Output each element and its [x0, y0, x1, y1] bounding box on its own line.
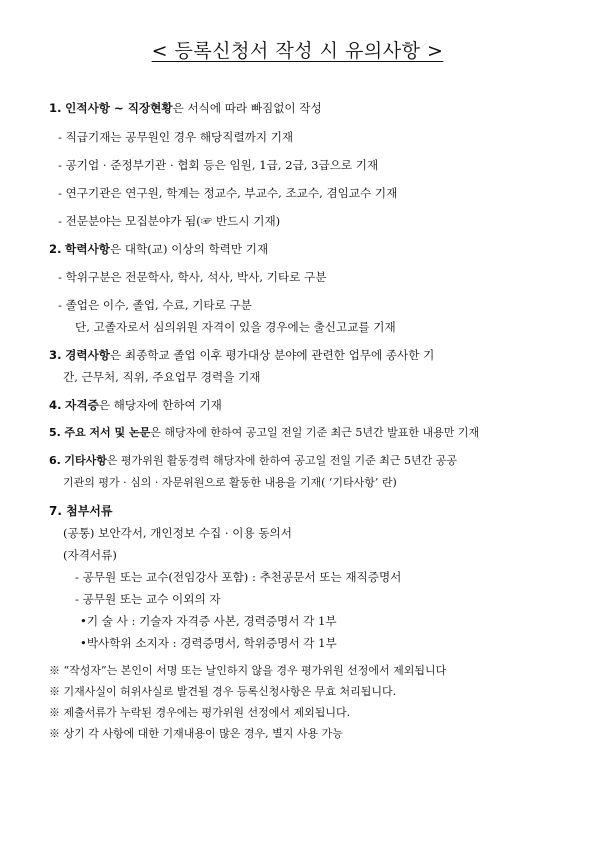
section-label: 첨부서류	[66, 504, 113, 518]
section-label: 주요 저서 및 논문	[64, 426, 151, 439]
section-continuation: 기관의 평가 · 심의 · 자문위원으로 활동한 내용을 기재( ‘기타사항’ 란)	[63, 476, 397, 489]
footnote: ※ 제출서류가 누락된 경우에는 평가위원 선정에서 제외됩니다.	[49, 706, 351, 719]
section-label: 자격증	[65, 398, 99, 412]
section-number: 6.	[49, 454, 61, 467]
section-label: 인적사항 ~ 직장현황	[65, 101, 173, 115]
section-continuation: 간, 근무처, 직위, 주요업무 경력을 기재	[63, 370, 261, 384]
list-item: - 졸업은 이수, 졸업, 수료, 기타로 구분	[58, 298, 252, 312]
section-text: 은 최종학교 졸업 이후 평가대상 분야에 관련한 업무에 종사한 기	[109, 348, 435, 362]
page-title: < 등록신청서 작성 시 유의사항 >	[151, 40, 444, 62]
section-number: 5.	[49, 426, 61, 439]
list-item: •기 술 사 : 기술자 자격증 사본, 경력증명서 각 1부	[80, 614, 337, 628]
list-item: - 연구기관은 연구원, 학계는 정교수, 부교수, 조교수, 겸임교수 기재	[58, 186, 398, 200]
list-item: - 공무원 또는 교수(전임강사 포함) : 추천공문서 또는 재직증명서	[75, 570, 402, 584]
list-item: - 학위구분은 전문학사, 학사, 석사, 박사, 기타로 구분	[58, 270, 327, 284]
section-text: 은 서식에 따라 빠짐없이 작성	[172, 101, 322, 115]
section-number: 3.	[49, 348, 62, 362]
list-item: - 전문분야는 모집분야가 됨(☞ 반드시 기재)	[58, 214, 281, 228]
section-7-heading	[49, 504, 112, 518]
section-text: 은 평가위원 활동경력 해당자에 한하여 공고일 전일 기준 최근 5년간 공공	[106, 454, 457, 467]
section-text: 은 해당자에 한하여 공고일 전일 기준 최근 5년간 발표한 내용만 기재	[150, 426, 480, 439]
section-number: 7.	[49, 504, 62, 518]
section-5-heading	[49, 426, 479, 440]
list-item: 단, 고졸자로서 심의위원 자격이 있을 경우에는 출신고교를 기재	[75, 320, 396, 334]
list-item: (자격서류)	[63, 548, 117, 562]
footnote: ※ 상기 각 사항에 대한 기재내용이 많은 경우, 별지 사용 가능	[49, 727, 343, 740]
list-item: - 공기업 · 준정부기관 · 협회 등은 임원, 1급, 2급, 3급으로 기재	[58, 158, 379, 172]
list-item: - 직급기재는 공무원인 경우 해당직렬까지 기재	[58, 130, 294, 144]
section-text: 은 대학(교) 이상의 학력만 기재	[109, 242, 269, 256]
section-6-heading	[49, 454, 457, 468]
section-3-heading	[49, 348, 434, 362]
section-2-heading	[49, 242, 268, 256]
section-number: 1.	[49, 101, 62, 115]
section-label: 기타사항	[64, 454, 107, 467]
section-text: 은 해당자에 한하여 기재	[98, 398, 222, 412]
section-number: 2.	[49, 242, 62, 256]
list-item: •박사학위 소지자 : 경력증명서, 학위증명서 각 1부	[80, 636, 337, 650]
section-1-heading	[49, 101, 322, 115]
section-label: 경력사항	[65, 348, 110, 362]
list-item: (공통) 보안각서, 개인정보 수집 · 이용 동의서	[63, 526, 292, 540]
list-item: - 공무원 또는 교수 이외의 자	[75, 592, 221, 606]
footnote: ※ 기재사실이 허위사실로 발견될 경우 등록신청사항은 무효 처리됩니다.	[49, 685, 397, 698]
footnote: ※ “작성자”는 본인이 서명 또는 날인하지 않을 경우 평가위원 선정에서 제외됩니다	[49, 664, 447, 677]
section-number: 4.	[49, 398, 62, 412]
section-label: 학력사항	[65, 242, 110, 256]
section-4-heading	[49, 398, 222, 412]
